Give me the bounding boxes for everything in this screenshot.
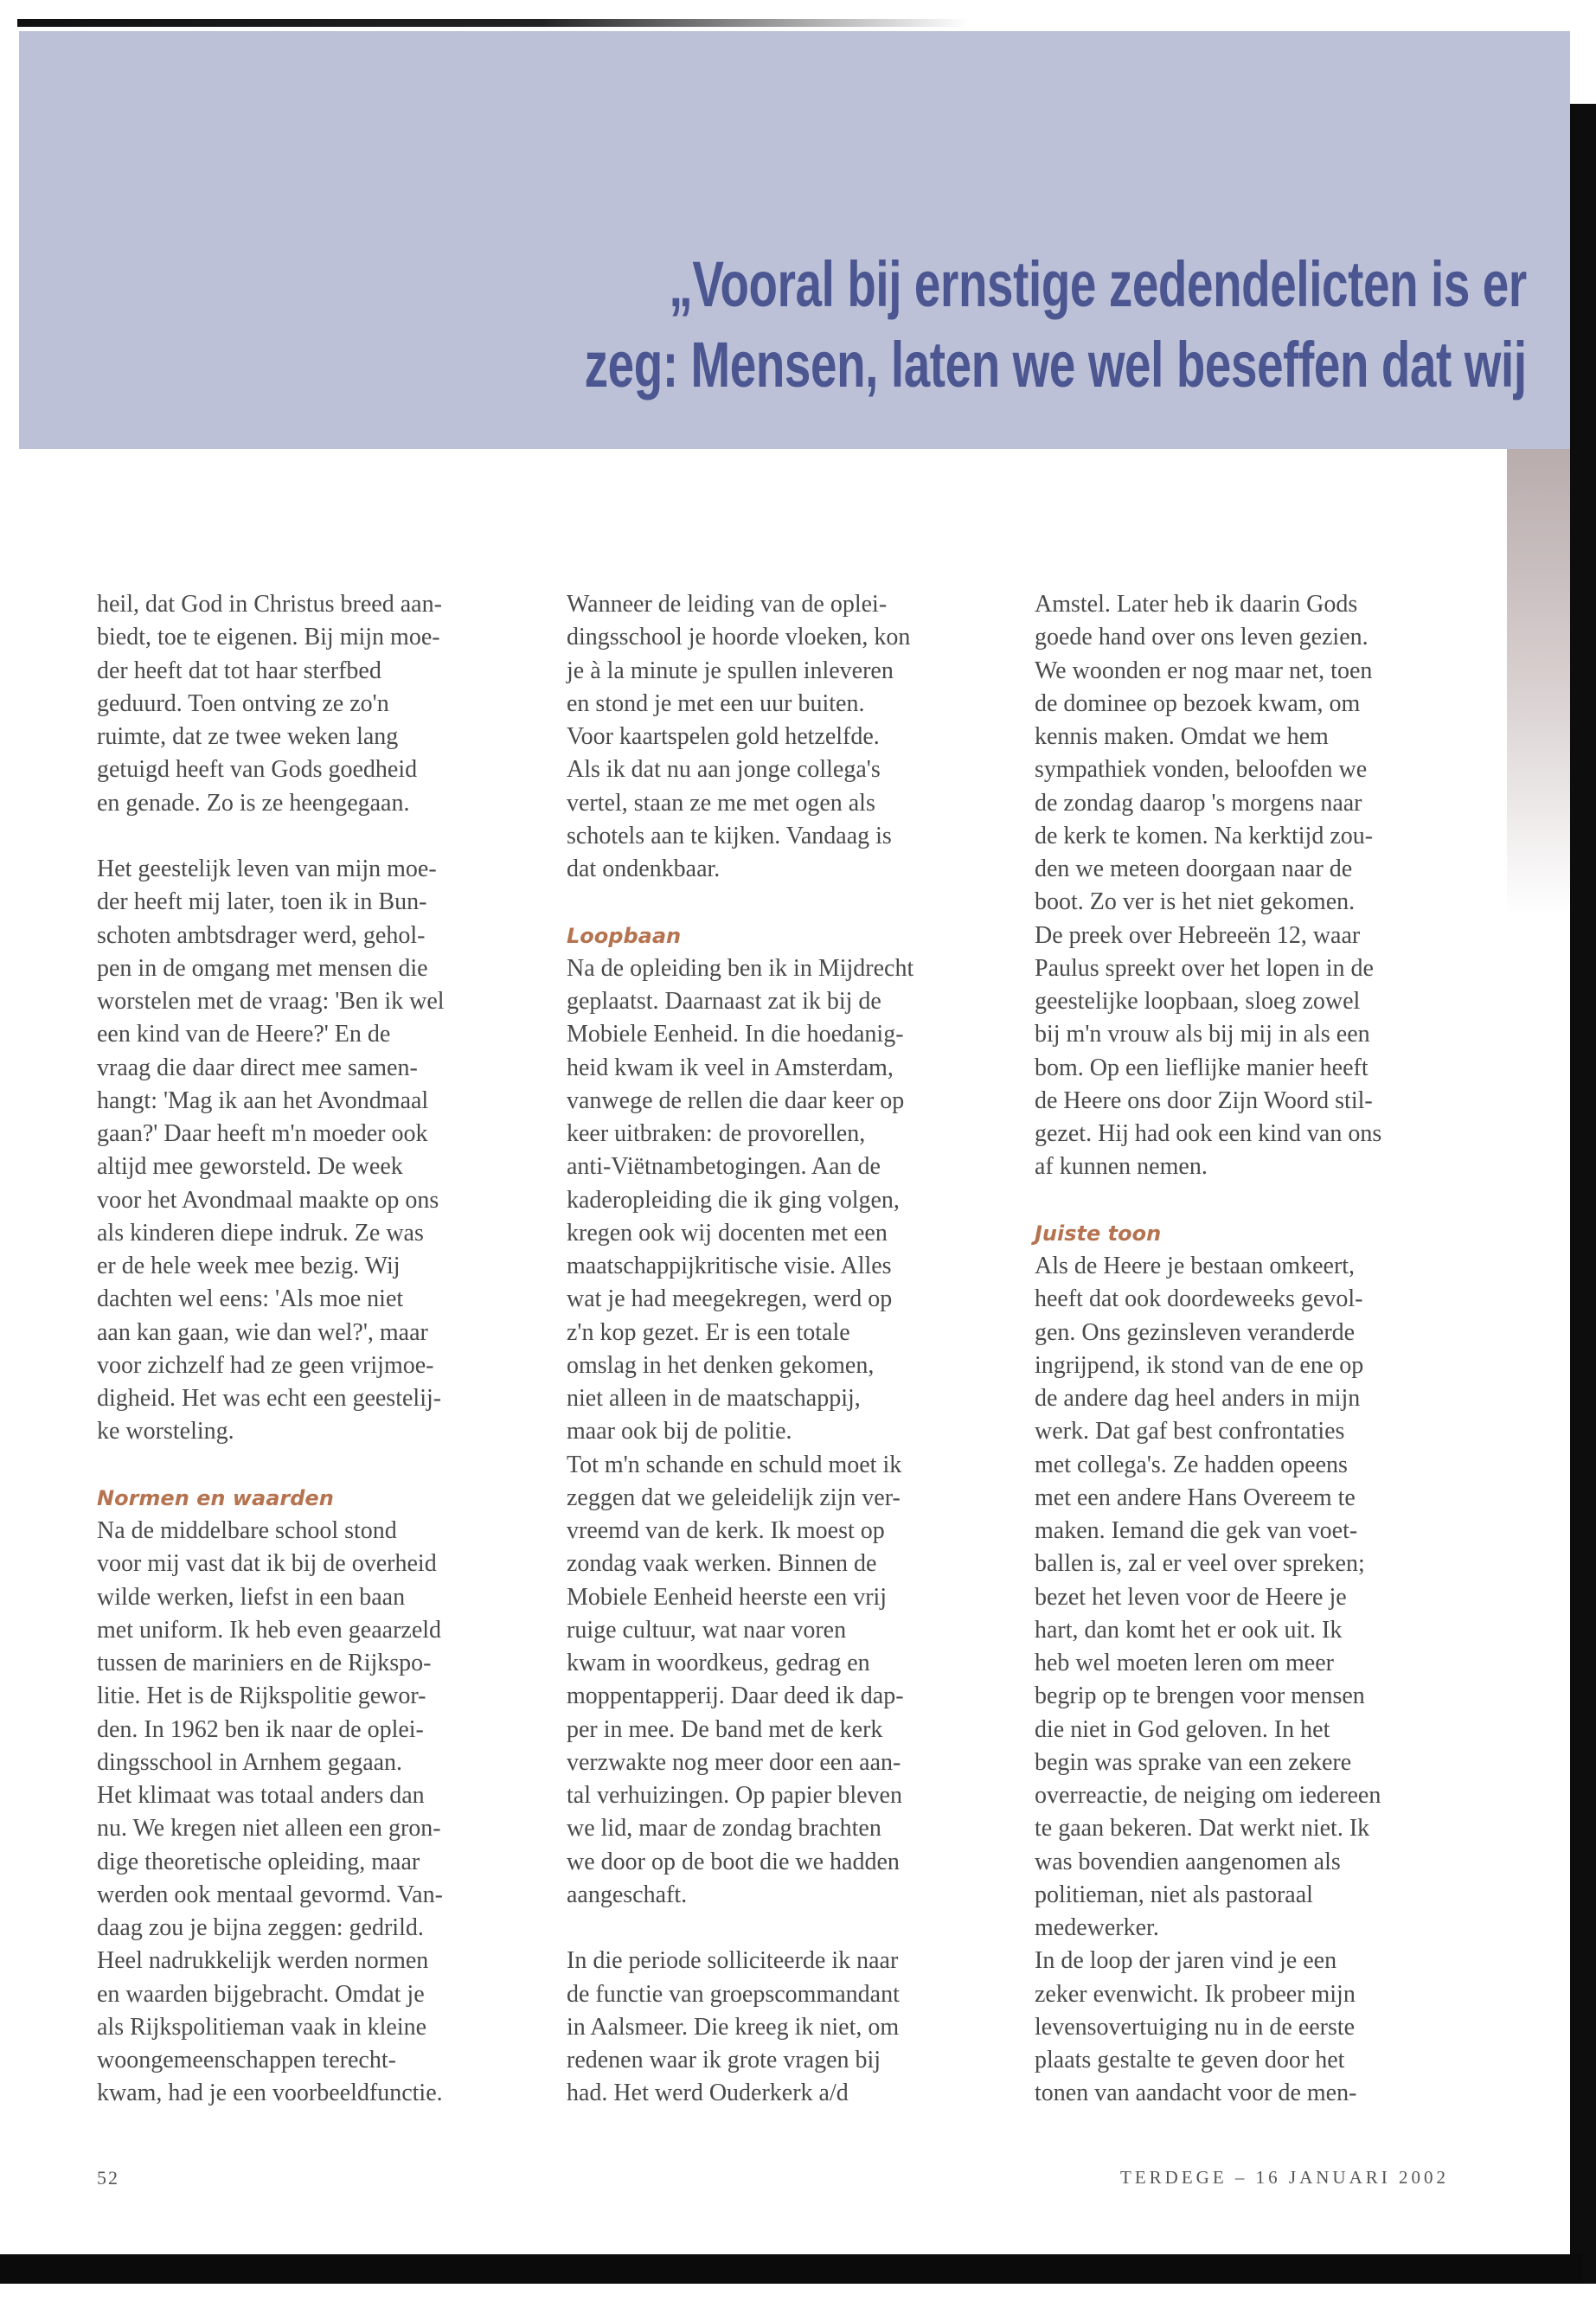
- text-line: Heel nadrukkelijk werden normen: [97, 1947, 429, 1975]
- text-line: werden ook mentaal gevormd. Van-: [97, 1881, 443, 1908]
- text-line: schotels aan te kijken. Vandaag is: [567, 822, 892, 849]
- text-line: te gaan bekeren. Dat werkt niet. Ik: [1035, 1815, 1370, 1843]
- text-line: digheid. Het was echt een geestelij-: [97, 1385, 442, 1412]
- text-line: heid kwam ik veel in Amsterdam,: [567, 1054, 894, 1081]
- text-line: de Heere ons door Zijn Woord stil-: [1035, 1086, 1373, 1114]
- text-line: hart, dan komt het er ook uit. Ik: [1035, 1616, 1343, 1644]
- text-line: pen in de omgang met mensen die: [97, 954, 428, 982]
- text-line: ballen is, zal er veel over spreken;: [1035, 1550, 1365, 1578]
- paragraph-gap: [567, 886, 999, 919]
- text-line: kennis maken. Omdat we hem: [1035, 723, 1329, 750]
- text-line: dachten wel eens: 'Als moe niet: [97, 1285, 404, 1313]
- text-line: met collega's. Ze hadden opeens: [1035, 1451, 1348, 1478]
- text-line: der heeft dat tot haar sterfbed: [97, 657, 381, 684]
- text-line: kregen ook wij docenten met een: [567, 1219, 888, 1247]
- text-line: voor het Avondmaal maakte op ons: [97, 1186, 439, 1214]
- text-column-1: [97, 588, 529, 2111]
- text-line: een kind van de Heere?' En de: [97, 1021, 391, 1048]
- text-line: dingsschool in Arnhem gegaan.: [97, 1748, 403, 1776]
- text-column-3: [1035, 588, 1467, 2111]
- text-line: biedt, toe te eigenen. Bij mijn moe-: [97, 624, 440, 651]
- photo-edge: [1507, 449, 1570, 916]
- text-line: kwam in woordkeus, gedrag en: [567, 1650, 870, 1676]
- paragraph-gap: [97, 1449, 529, 1482]
- page-bottom-border: [0, 2254, 1583, 2284]
- text-line: kwam, had je een voorbeeldfunctie.: [97, 2080, 443, 2107]
- text-line: getuigd heeft van Gods goedheid: [97, 756, 418, 784]
- text-line: Wanneer de leiding van de oplei-: [567, 591, 888, 618]
- text-line: niet alleen in de maatschappij,: [567, 1385, 861, 1412]
- text-line: en genade. Zo is ze heengegaan.: [97, 789, 410, 817]
- text-line: We woonden er nog maar net, toen: [1035, 657, 1373, 684]
- text-line: gezet. Hij had ook een kind van ons: [1035, 1120, 1382, 1147]
- text-line: De preek over Hebreeën 12, waar: [1035, 921, 1361, 949]
- text-column-2: [567, 588, 999, 2111]
- text-line: je à la minute je spullen inleveren: [567, 657, 894, 684]
- text-line: wilde werken, liefst in een baan: [97, 1583, 406, 1611]
- text-line: had. Het werd Ouderkerk a/d: [567, 2080, 849, 2107]
- text-line: politieman, niet als pastoraal: [1035, 1881, 1313, 1908]
- text-line: begrip op te brengen voor mensen: [1035, 1682, 1365, 1710]
- text-line: met uniform. Ik heb even geaarzeld: [97, 1616, 442, 1644]
- text-line: boot. Zo ver is het niet gekomen.: [1035, 888, 1356, 916]
- text-line: bezet het leven voor de Heere je: [1035, 1583, 1347, 1611]
- text-line: sympathiek vonden, beloofden we: [1035, 756, 1368, 784]
- text-line: vreemd van de kerk. Ik moest op: [567, 1517, 885, 1544]
- text-line: als kinderen diepe indruk. Ze was: [97, 1219, 424, 1247]
- text-line: maar ook bij de politie.: [567, 1418, 792, 1445]
- text-line: moppentapperij. Daar deed ik dap-: [567, 1682, 904, 1710]
- text-line: altijd mee geworsteld. De week: [97, 1153, 403, 1181]
- text-line: en stond je met een uur buiten.: [567, 689, 865, 717]
- section-heading: Juiste toon: [1035, 1221, 1162, 1246]
- text-line: dige theoretische opleiding, maar: [97, 1848, 420, 1875]
- text-line: de dominee op bezoek kwam, om: [1035, 689, 1361, 717]
- text-line: omslag in het denken gekomen,: [567, 1351, 875, 1379]
- text-line: de functie van groepscommandant: [567, 1980, 900, 2008]
- text-line: tonen van aandacht voor de men-: [1035, 2080, 1357, 2107]
- text-line: goede hand over ons leven gezien.: [1035, 624, 1368, 651]
- text-line: zondag vaak werken. Binnen de: [567, 1550, 877, 1578]
- text-line: geestelijke loopbaan, sloeg zowel: [1035, 988, 1361, 1015]
- text-line: er de hele week mee bezig. Wij: [97, 1253, 401, 1279]
- text-line: dingsschool je hoorde vloeken, kon: [567, 624, 911, 651]
- text-line: Voor kaartspelen gold hetzelfde.: [567, 723, 880, 750]
- text-line: Na de middelbare school stond: [97, 1517, 397, 1544]
- text-line: medewerker.: [1035, 1914, 1159, 1941]
- text-line: Als ik dat nu aan jonge collega's: [567, 756, 881, 784]
- text-line: we lid, maar de zondag brachten: [567, 1815, 881, 1843]
- text-line: keer uitbraken: de provorellen,: [567, 1120, 866, 1147]
- text-line: woongemeenschappen terecht-: [97, 2047, 396, 2073]
- text-line: begin was sprake van een zekere: [1035, 1748, 1352, 1776]
- text-line: vertel, staan ze me met ogen als: [567, 789, 875, 817]
- text-line: Het klimaat was totaal anders dan: [97, 1782, 425, 1809]
- text-line: was bovendien aangenomen als: [1035, 1848, 1341, 1875]
- text-line: de andere dag heel anders in mijn: [1035, 1385, 1361, 1412]
- text-line: heb wel moeten leren om meer: [1035, 1650, 1334, 1676]
- text-line: verzwakte nog meer door een aan-: [567, 1748, 901, 1776]
- text-line: aan kan gaan, wie dan wel?', maar: [97, 1318, 428, 1346]
- text-line: heeft dat ook doordeweeks gevol-: [1035, 1285, 1363, 1313]
- text-line: ingrijpend, ik stond van de ene op: [1035, 1351, 1364, 1379]
- text-line: anti-Viëtnambetogingen. Aan de: [567, 1153, 881, 1181]
- text-line: levensovertuiging nu in de eerste: [1035, 2013, 1356, 2041]
- publication-footer: TERDEGE – 16 JANUARI 2002: [1120, 2167, 1449, 2188]
- text-line: maatschappijkritische visie. Alles: [567, 1253, 892, 1279]
- text-line: vanwege de rellen die daar keer op: [567, 1086, 905, 1114]
- text-line: vraag die daar direct mee samen-: [97, 1054, 418, 1081]
- text-line: in Aalsmeer. Die kreeg ik niet, om: [567, 2013, 900, 2041]
- text-line: geplaatst. Daarnaast zat ik bij de: [567, 988, 881, 1015]
- paragraph-gap: [97, 820, 529, 853]
- pull-quote-line-1: „Vooral bij ernstige zedendelicten is er: [669, 248, 1527, 320]
- text-line: met een andere Hans Overeem te: [1035, 1484, 1356, 1511]
- text-line: we door op de boot die we hadden: [567, 1848, 900, 1875]
- text-line: daag zou je bijna zeggen: gedrild.: [97, 1914, 424, 1941]
- text-line: als Rijkspolitieman vaak in kleine: [97, 2013, 427, 2041]
- text-line: ruimte, dat ze twee weken lang: [97, 723, 399, 750]
- text-line: Na de opleiding ben ik in Mijdrecht: [567, 954, 914, 982]
- text-line: Amstel. Later heb ik daarin Gods: [1035, 591, 1358, 618]
- text-line: bom. Op een lieflijke manier heeft: [1035, 1054, 1368, 1081]
- text-line: Paulus spreekt over het lopen in de: [1035, 954, 1374, 982]
- text-line: der heeft mij later, toen ik in Bun-: [97, 888, 427, 916]
- section-heading: Loopbaan: [567, 923, 682, 948]
- text-line: maken. Iemand die gek van voet-: [1035, 1517, 1358, 1544]
- text-line: Tot m'n schande en schuld moet ik: [567, 1451, 902, 1478]
- text-line: dat ondenkbaar.: [567, 856, 721, 882]
- pull-quote-banner: [19, 31, 1570, 449]
- text-line: wat je had meegekregen, werd op: [567, 1285, 893, 1313]
- text-line: de kerk te komen. Na kerktijd zou-: [1035, 822, 1374, 849]
- text-line: In die periode solliciteerde ik naar: [567, 1947, 899, 1975]
- text-line: hangt: 'Mag ik aan het Avondmaal: [97, 1086, 429, 1114]
- text-line: tal verhuizingen. Op papier bleven: [567, 1782, 902, 1809]
- text-line: de zondag daarop 's morgens naar: [1035, 789, 1362, 817]
- text-line: die niet in God geloven. In het: [1035, 1715, 1330, 1743]
- page-number: 52: [97, 2167, 119, 2189]
- pull-quote-line-2: zeg: Mensen, laten we wel beseffen dat wij: [584, 329, 1527, 401]
- text-line: heil, dat God in Christus breed aan-: [97, 591, 442, 618]
- text-line: werk. Dat gaf best confrontaties: [1035, 1418, 1345, 1445]
- text-line: redenen waar ik grote vragen bij: [567, 2047, 881, 2073]
- text-line: In de loop der jaren vind je een: [1035, 1947, 1337, 1975]
- text-line: plaats gestalte te geven door het: [1035, 2047, 1345, 2073]
- text-line: Het geestelijk leven van mijn moe-: [97, 856, 437, 882]
- text-line: z'n kop gezet. Er is een totale: [567, 1318, 850, 1346]
- text-line: kaderopleiding die ik ging volgen,: [567, 1186, 900, 1214]
- text-line: zeggen dat we geleidelijk zijn ver-: [567, 1484, 901, 1511]
- text-line: tussen de mariniers en de Rijkspo-: [97, 1650, 432, 1676]
- text-line: bij m'n vrouw als bij mij in als een: [1035, 1021, 1370, 1048]
- text-line: geduurd. Toen ontving ze zo'n: [97, 689, 389, 717]
- text-line: Mobiele Eenheid. In die hoedanig-: [567, 1021, 904, 1048]
- text-line: schoten ambtsdrager werd, gehol-: [97, 921, 426, 949]
- text-line: Mobiele Eenheid heerste een vrij: [567, 1583, 888, 1611]
- paragraph-gap: [1035, 1184, 1467, 1217]
- text-line: en waarden bijgebracht. Omdat je: [97, 1980, 425, 2008]
- text-line: litie. Het is de Rijkspolitie gewor-: [97, 1682, 426, 1710]
- text-line: voor mij vast dat ik bij de overheid: [97, 1550, 437, 1578]
- paragraph-gap: [567, 1912, 999, 1945]
- page-top-edge: [17, 19, 969, 27]
- text-line: zeker evenwicht. Ik probeer mijn: [1035, 1980, 1356, 2008]
- text-line: aangeschaft.: [567, 1881, 688, 1908]
- text-line: ke worsteling.: [97, 1418, 234, 1445]
- text-line: den we meteen doorgaan naar de: [1035, 856, 1353, 882]
- text-line: gaan?' Daar heeft m'n moeder ook: [97, 1120, 428, 1147]
- text-line: voor zichzelf had ze geen vrijmoe-: [97, 1351, 434, 1379]
- text-line: per in mee. De band met de kerk: [567, 1715, 883, 1743]
- section-heading: Normen en waarden: [97, 1485, 334, 1510]
- text-line: worstelen met de vraag: 'Ben ik wel: [97, 988, 445, 1015]
- text-line: gen. Ons gezinsleven veranderde: [1035, 1318, 1356, 1346]
- text-line: den. In 1962 ben ik naar de oplei-: [97, 1715, 424, 1743]
- text-line: nu. We kregen niet alleen een gron-: [97, 1815, 441, 1843]
- text-line: af kunnen nemen.: [1035, 1153, 1208, 1181]
- text-line: overreactie, de neiging om iedereen: [1035, 1782, 1381, 1809]
- text-line: ruige cultuur, wat naar voren: [567, 1616, 847, 1644]
- page-right-border: [1570, 104, 1596, 2284]
- text-line: Als de Heere je bestaan omkeert,: [1035, 1253, 1356, 1279]
